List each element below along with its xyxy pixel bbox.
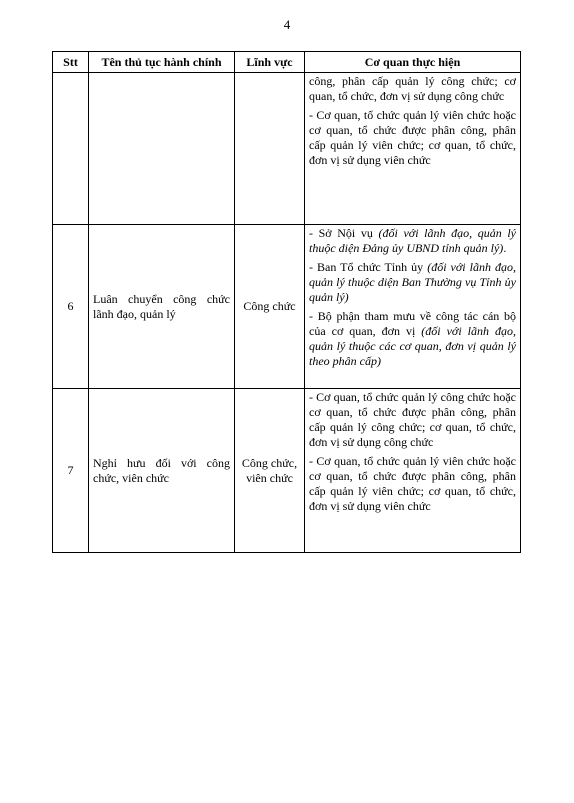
page-number: 4 [283,17,291,32]
agency-item: - Cơ quan, tổ chức quản lý viên chức hoặc cơ quan, tổ chức được phân công, phân cấp quản lý viên chức; cơ quan, tổ chức, đơn vị sử dụng viên chức [309,454,516,513]
header-field: Lĩnh vực [235,52,305,73]
table-row [53,225,521,389]
cell-agency [305,389,521,553]
agency-item: - Cơ quan, tổ chức quản lý công chức hoặc cơ quan, tổ chức được phân công, phân cấp quản lý công chức; cơ quan, tổ chức, đơn vị sử dụng công chức [309,390,516,449]
header-stt: Stt [53,52,89,73]
agency-item: - Ban Tổ chức Tỉnh ủy (đối với lãnh đạo, quản lý thuộc diện Ban Thường vụ Tỉnh ủy quản lý) [309,260,517,304]
cell-agency [305,225,521,389]
agency-item: - Bộ phận tham mưu về công tác cán bộ của cơ quan, đơn vị (đối với lãnh đạo, quản lý thuộc các cơ quan, đơn vị quản lý theo phân cấp) [309,309,516,368]
header-agency: Cơ quan thực hiện [305,52,521,73]
cell-procedure-name: Nghỉ hưu đối với công chức, viên chức [89,389,235,553]
cell-field: Công chức, viên chức [235,389,305,553]
cell-field: Công chức [235,225,305,389]
cell-procedure-name [89,73,235,225]
cell-stt: 6 [53,225,89,389]
cell-stt: 7 [53,389,89,553]
procedures-table [52,51,521,553]
cell-field [235,73,305,225]
agency-note: (đối với lãnh đạo, quản lý thuộc diện Ban Thường vụ Tỉnh ủy quản lý) [309,260,517,304]
table-row-continued [53,73,521,225]
table-header-row [53,52,521,73]
agency-item: - Cơ quan, tổ chức quản lý viên chức hoặc cơ quan, tổ chức được phân công, phân cấp quản lý viên chức; cơ quan, tổ chức, đơn vị sử dụng viên chức [309,108,516,167]
cell-agency [305,73,521,225]
agency-item: - Sở Nội vụ (đối với lãnh đạo, quản lý thuộc diện Đảng ủy UBND tỉnh quản lý). [309,226,517,255]
cell-stt [53,73,89,225]
cell-procedure-name: Luân chuyển công chức lãnh đạo, quản lý [89,225,235,389]
table-row [53,389,521,553]
agency-item: công, phân cấp quản lý công chức; cơ quan, tổ chức, đơn vị sử dụng công chức [309,74,516,103]
header-procedure-name: Tên thủ tục hành chính [89,52,235,73]
agency-note: (đối với lãnh đạo, quản lý thuộc các cơ quan, đơn vị quản lý theo phân cấp) [309,324,516,368]
agency-note: (đối với lãnh đạo, quản lý thuộc diện Đảng ủy UBND tỉnh quản lý) [309,226,517,255]
